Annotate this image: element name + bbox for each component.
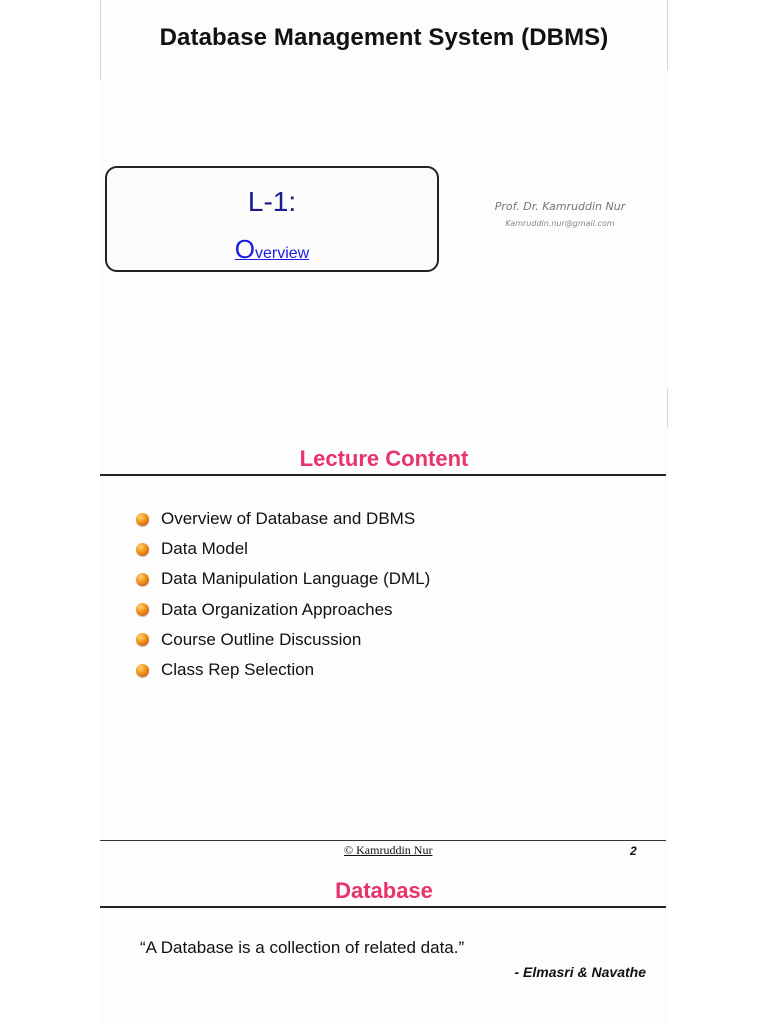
orange-ball-bullet-icon (136, 633, 149, 646)
lesson-box (105, 166, 439, 272)
heading-rule (100, 906, 666, 908)
footer-rule (100, 840, 666, 841)
course-title: Database Management System (DBMS) (159, 24, 609, 51)
professor-email: Kamruddin.nur@gmail.com (505, 219, 615, 228)
slide-title (100, 0, 668, 428)
slide-heading: Lecture Content (299, 446, 469, 471)
list-item (136, 564, 430, 594)
list-item (136, 504, 430, 534)
list-item-text: Data Model (161, 539, 248, 559)
list-item-text: Data Organization Approaches (161, 599, 393, 619)
page-number: 2 (630, 844, 637, 858)
copyright-notice: © Kamruddin Nur (344, 843, 433, 857)
orange-ball-bullet-icon (136, 513, 149, 526)
professor-name: Prof. Dr. Kamruddin Nur (494, 200, 626, 213)
list-item (136, 534, 430, 564)
list-item (136, 625, 430, 655)
quote-author: - Elmasri & Navathe (514, 964, 646, 980)
content-list (136, 504, 430, 685)
list-item-text: Data Manipulation Language (DML) (161, 569, 431, 589)
lesson-number: L-1: (247, 186, 297, 217)
lesson-name-rest: verview (255, 245, 310, 262)
orange-ball-bullet-icon (136, 664, 149, 677)
slide-database (100, 868, 668, 1024)
heading-rule (100, 474, 666, 476)
list-item-text: Class Rep Selection (161, 660, 315, 680)
slide-heading: Database (335, 878, 433, 903)
orange-ball-bullet-icon (136, 573, 149, 586)
orange-ball-bullet-icon (136, 543, 149, 556)
lesson-name-initial: O (234, 234, 255, 264)
slide-lecture-content (100, 436, 668, 860)
list-item (136, 655, 430, 685)
orange-ball-bullet-icon (136, 603, 149, 616)
lesson-name-link[interactable] (107, 234, 437, 265)
list-item-text: Course Outline Discussion (161, 629, 362, 649)
definition-quote: “A Database is a collection of related data.” (140, 938, 465, 957)
list-item-text: Overview of Database and DBMS (161, 509, 416, 529)
list-item (136, 595, 430, 625)
